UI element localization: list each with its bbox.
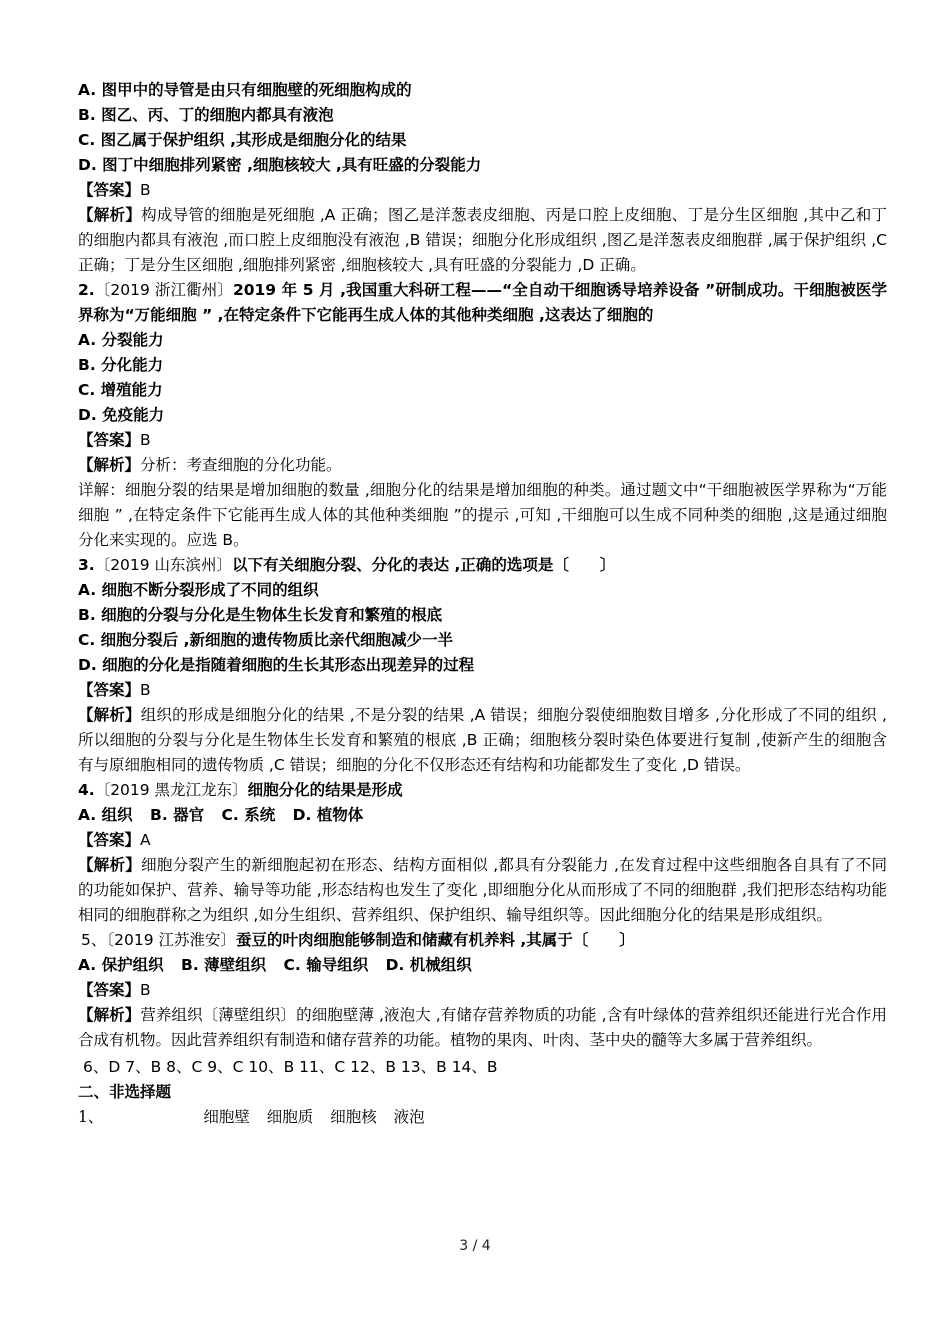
q3-analysis: 【解析】组织的形成是细胞分化的结果 ,不是分裂的结果 ,A 错误；细胞分裂使细胞数目增多 ,分化形成了不同的组织 ,所以细胞的分裂与分化是生物体生长发育和繁殖的根底 ,B 正确；细胞核分裂时染色体要进行复制 ,使新产生的细胞含有与原细胞相同的遗传物质 ,C 错误；细胞的分化不仅形态还有结构和功能都发生了变化 ,D 错误。 [78, 706, 887, 774]
q2-stem: 2.〔2019 浙江衢州〕2019 年 5 月 ,我国重大科研工程——“全自动干细胞诱导培养设备 ”研制成功。干细胞被医学界称为“万能细胞 ” ,在特定条件下它能再生成人体的其他种类细胞 ,这表达了细胞的 [78, 281, 888, 324]
q4-analysis: 【解析】细胞分裂产生的新细胞起初在形态、结构方面相似 ,都具有分裂能力 ,在发育过程中这些细胞各自具有了不同的功能如保护、营养、输导等功能 ,形态结构也发生了变化 ,即细胞分化从而形成了不同的细胞群 ,我们把形态结构功能相同的细胞群称之为组织 ,如分生组织、营养组织、保护组织、输导组织等。因此细胞分化的结果是形成组织。 [78, 856, 887, 924]
q1-option-c: C. 图乙属于保护组织 ,其形成是细胞分化的结果 [78, 131, 407, 149]
q1-option-b: B. 图乙、丙、丁的细胞内都具有液泡 [78, 106, 334, 124]
q5-options: A. 保护组织 B. 薄壁组织 C. 输导组织 D. 机械组织 [78, 956, 472, 974]
q1-option-d: D. 图丁中细胞排列紧密 ,细胞核较大 ,具有旺盛的分裂能力 [78, 156, 482, 174]
q3-option-c: C. 细胞分裂后 ,新细胞的遗传物质比亲代细胞减少一半 [78, 631, 453, 649]
q2-option-c: C. 增殖能力 [78, 381, 163, 399]
q5-analysis: 【解析】营养组织〔薄壁组织〕的细胞壁薄 ,液泡大 ,有储存营养物质的功能 ,含有叶绿体的营养组织还能进行光合作用合成有机物。因此营养组织有制造和储存营养的功能。植物的果肉、叶肉、茎中央的髓等大多属于营养组织。 [78, 1006, 887, 1049]
q3-stem: 3.〔2019 山东滨州〕以下有关细胞分裂、分化的表达 ,正确的选项是〔 〕 [78, 556, 616, 574]
q4-stem: 4.〔2019 黑龙江龙东〕细胞分化的结果是形成 [78, 781, 403, 799]
q5-answer: 【答案】B [78, 981, 151, 999]
q2-answer: 【答案】B [78, 431, 151, 449]
page-number: 3 / 4 [459, 1238, 491, 1254]
q3-answer: 【答案】B [78, 681, 151, 699]
q2-option-b: B. 分化能力 [78, 356, 164, 374]
q3-option-a: A. 细胞不断分裂形成了不同的组织 [78, 581, 319, 599]
fill-in-1: 1、 细胞壁 细胞质 细胞核 液泡 [78, 1108, 425, 1126]
q5-stem: 5、〔2019 江苏淮安〕蚕豆的叶肉细胞能够制造和储藏有机养料 ,其属于〔 〕 [81, 931, 635, 949]
q1-answer: 【答案】B [78, 181, 151, 199]
page-content [69, 78, 887, 1130]
q2-option-d: D. 免疫能力 [78, 406, 165, 424]
q2-analysis: 【解析】分析：考查细胞的分化功能。 [78, 456, 342, 474]
q1-option-a: A. 图甲中的导管是由只有细胞壁的死细胞构成的 [78, 81, 412, 99]
q2-detail: 详解：细胞分裂的结果是增加细胞的数量 ,细胞分化的结果是增加细胞的种类。通过题文中“干细胞被医学界称为“万能细胞 ” ,在特定条件下它能再生成人体的其他种类细胞 ”的提示 ,可知 ,干细胞可以生成不同种类的细胞 ,这是通过细胞分化来实现的。应选 B。 [78, 481, 887, 549]
q3-option-b: B. 细胞的分裂与分化是生物体生长发育和繁殖的根底 [78, 606, 443, 624]
q2-option-a: A. 分裂能力 [78, 331, 164, 349]
q4-options: A. 组织 B. 器官 C. 系统 D. 植物体 [78, 806, 364, 824]
q1-analysis: 【解析】构成导管的细胞是死细胞 ,A 正确；图乙是洋葱表皮细胞、丙是口腔上皮细胞、丁是分生区细胞 ,其中乙和丁的细胞内都具有液泡 ,而口腔上皮细胞没有液泡 ,B 错误；细胞分化形成组织 ,图乙是洋葱表皮细胞群 ,属于保护组织 ,C 正确；丁是分生区细胞 ,细胞排列紧密 ,细胞核较大 ,具有旺盛的分裂能力 ,D 正确。 [78, 206, 887, 274]
q3-option-d: D. 细胞的分化是指随着细胞的生长其形态出现差异的过程 [78, 656, 475, 674]
section-title: 二、非选择题 [78, 1083, 172, 1101]
q4-answer: 【答案】A [78, 831, 151, 849]
answers-summary: 6、D 7、B 8、C 9、C 10、B 11、C 12、B 13、B 14、B [83, 1058, 498, 1076]
